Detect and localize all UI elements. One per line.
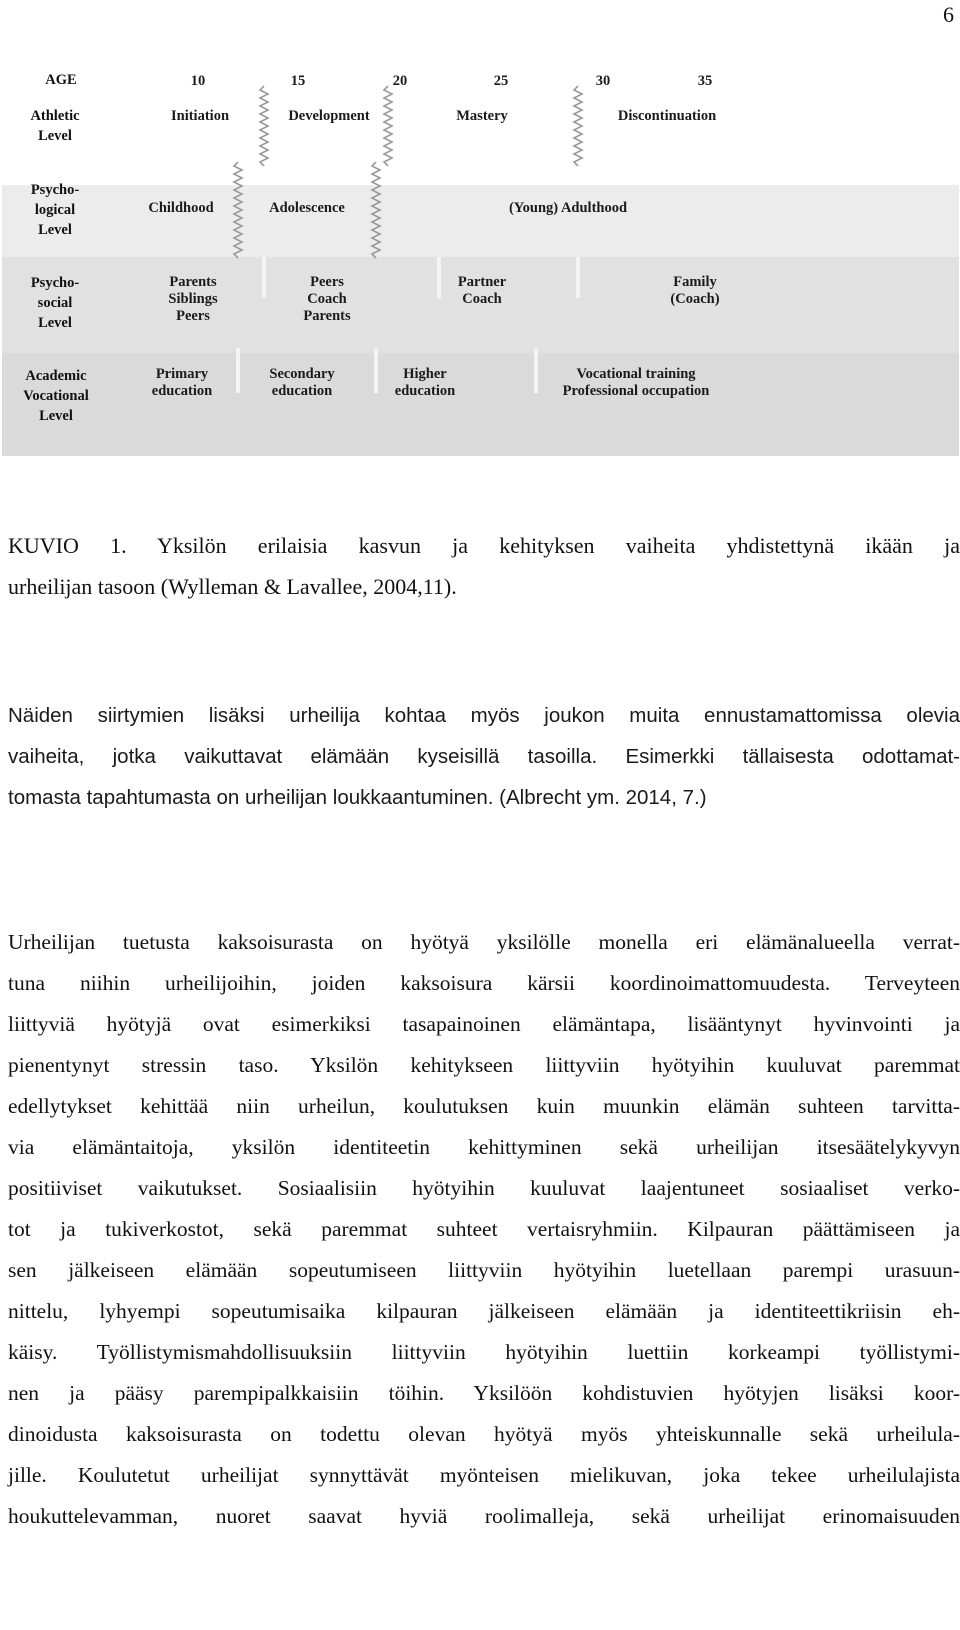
- psychological-stage: Childhood: [148, 200, 214, 216]
- athletic-stage: Development: [288, 108, 370, 124]
- paragraph-line: positiiviset vaikutukset. Sosiaalisiin hyötyihin kuuluvat laajentuneet sosiaaliset verko-: [8, 1176, 960, 1200]
- academic-stage: Primary education: [151, 366, 213, 399]
- paragraph-line: tomasta tapahtumasta on urheilijan loukkaantuminen. (Albrecht ym. 2014, 7.): [8, 786, 707, 809]
- paragraph-line: vaiheita, jotka vaikuttavat elämään kyseisillä tasoilla. Esimerkki tällaisesta odottamat-: [8, 745, 960, 768]
- development-model-figure: [2, 58, 959, 456]
- paragraph-line: pienentynyt stressin taso. Yksilön kehitykseen liittyviin hyötyihin kuuluvat paremmat: [8, 1053, 960, 1077]
- age-label: 10: [190, 73, 206, 89]
- divider-psych-2: [372, 162, 380, 258]
- paragraph-dual-career: [8, 922, 960, 1537]
- figure-caption: [8, 525, 960, 607]
- psychological-stage: Adolescence: [269, 200, 345, 216]
- paragraph-line: dinoidusta kaksoisurasta on todettu olevan hyötyä myös yhteiskunnalle sekä urheilula-: [8, 1422, 960, 1446]
- divider-athletic-1: [260, 86, 268, 166]
- paragraph-line: tuna niihin urheilijoihin, joiden kaksoisura kärsii koordinoimattomuudesta. Terveyteen: [8, 971, 960, 995]
- age-label: 15: [290, 73, 306, 89]
- paragraph-line: edellytykset kehittää niin urheilun, koulutuksen kuin muunkin elämän suhteen tarvitta-: [8, 1094, 960, 1118]
- paragraph-line: käisy. Työllistymismahdollisuuksiin liittyviin hyötyihin luettiin korkeampi työllistymi-: [8, 1340, 960, 1364]
- academic-stage: Vocational training Professional occupation: [562, 366, 710, 399]
- paragraph-line: jille. Koulutetut urheilijat synnyttävät myönteisen mielikuvan, joka tekee urheilulajista: [8, 1463, 960, 1487]
- age-label: 30: [595, 73, 611, 89]
- athletic-stage: Mastery: [456, 108, 508, 124]
- age-label: 20: [392, 73, 408, 89]
- paragraph-line: Näiden siirtymien lisäksi urheilija kohtaa myös joukon muita ennustamattomissa olevia: [8, 704, 960, 727]
- paragraph-line: liittyviä hyötyjä ovat esimerkiksi tasapainoinen elämäntapa, lisääntynyt hyvinvointi ja: [8, 1012, 960, 1036]
- divider-athletic-3: [574, 86, 582, 166]
- psychosocial-stage: Family (Coach): [670, 274, 720, 307]
- paragraph-line: nittelu, lyhyempi sopeutumisaika kilpauran jälkeiseen elämään ja identiteettikriisin eh-: [8, 1299, 960, 1323]
- paragraph-line: houkuttelevamman, nuoret saavat hyviä roolimalleja, sekä urheilijat erinomaisuuden: [8, 1504, 960, 1528]
- academic-stage: Higher education: [394, 366, 456, 399]
- psychosocial-stage: Partner Coach: [457, 274, 507, 307]
- page-number: 6: [943, 2, 954, 27]
- age-label: 25: [493, 73, 509, 89]
- psychological-stage: (Young) Adulthood: [508, 200, 628, 216]
- paragraph-line: via elämäntaitoja, yksilön identiteetin kehittyminen sekä urheilijan itsesäätelykyvyn: [8, 1135, 960, 1159]
- paragraph-line: nen ja pääsy parempipalkkaisiin töihin. Yksilöön kohdistuvien hyötyjen lisäksi koor-: [8, 1381, 960, 1405]
- level-academic: Academic Vocational Level: [23, 368, 89, 424]
- divider-athletic-2: [384, 86, 392, 166]
- age-header: AGE: [45, 72, 77, 88]
- psychosocial-stage: Parents Siblings Peers: [168, 274, 218, 324]
- divider-psych-1: [234, 162, 242, 258]
- psychosocial-stage: Peers Coach Parents: [303, 274, 351, 324]
- athletic-stage: Discontinuation: [617, 108, 717, 124]
- age-label: 35: [697, 73, 713, 89]
- caption-line: KUVIO 1. Yksilön erilaisia kasvun ja kehityksen vaiheita yhdistettynä ikään ja: [8, 533, 960, 558]
- athletic-stage: Initiation: [170, 108, 230, 124]
- caption-line: urheilijan tasoon (Wylleman & Lavallee, 2004,11).: [8, 574, 457, 599]
- level-psychological: Psycho- logical Level: [30, 182, 80, 238]
- paragraph-transitions: [8, 695, 960, 818]
- level-athletic: Athletic Level: [30, 108, 80, 144]
- paragraph-line: sen jälkeiseen elämään sopeutumiseen liittyviin hyötyihin luetellaan parempi urasuun-: [8, 1258, 960, 1282]
- level-psychosocial: Psycho- social Level: [30, 275, 80, 331]
- paragraph-line: tot ja tukiverkostot, sekä paremmat suhteet vertaisryhmiin. Kilpauran päättämiseen ja: [8, 1217, 960, 1241]
- academic-stage: Secondary education: [269, 366, 335, 399]
- paragraph-line: Urheilijan tuetusta kaksoisurasta on hyötyä yksilölle monella eri elämänalueella verrat-: [8, 930, 960, 954]
